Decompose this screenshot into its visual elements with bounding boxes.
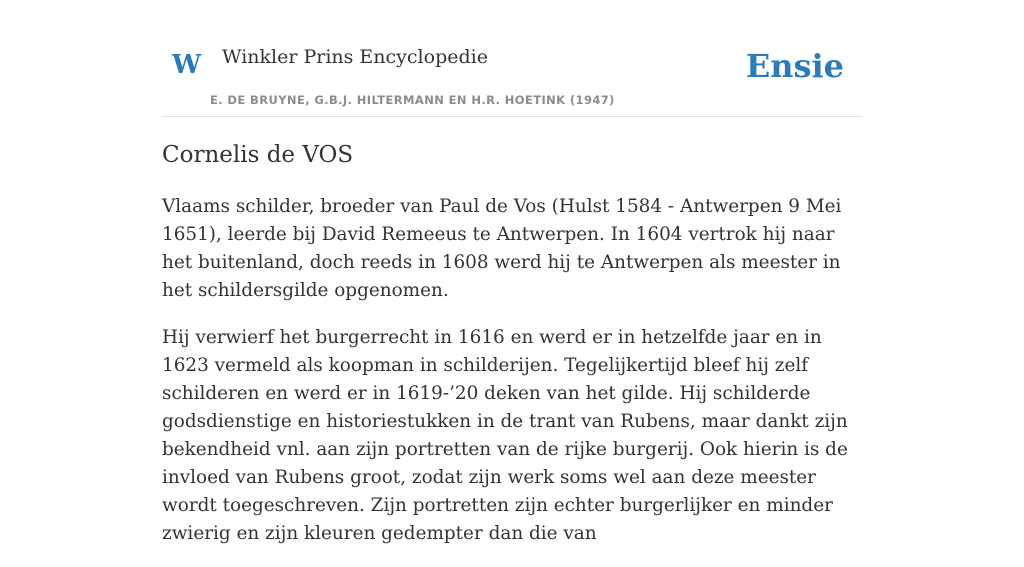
article-paragraph: Vlaams schilder, broeder van Paul de Vos (Hulst 1584 - Antwerpen 9 Mei 1651), leerde bij David Remeeus te Antwerpen. In 1604 vertrok hij naar het buitenland, doch reeds in 1608 werd hij te Antwerpen als meester in het schildersgilde opgenomen. xyxy=(162,196,842,301)
ensie-logo-link[interactable]: Ensie xyxy=(745,47,844,85)
encyclopedia-authors: E. DE BRUYNE, G.B.J. HILTERMANN EN H.R. HOETINK (1947) xyxy=(210,93,615,107)
encyclopedia-title[interactable]: Winkler Prins Encyclopedie xyxy=(222,46,488,68)
site-header xyxy=(162,0,862,117)
winkler-prins-logo[interactable]: W xyxy=(172,50,202,80)
article xyxy=(162,138,862,567)
article-paragraph: Hij verwierf het burgerrecht in 1616 en werd er in hetzelfde jaar en in 1623 vermeld als koopman in schilderijen. Tegelijkertijd bleef hij zelf schilderen en werd er in 1619-’20 deken van het gilde. Hij schilderde godsdienstige en historiestukken in de trant van Rubens, maar dankt zijn bekendheid vnl. aan zijn portretten van de rijke burgerij. Ook hierin is de invloed van Rubens groot, zodat zijn werk soms wel aan deze meester wordt toegeschreven. Zijn portretten zijn echter burgerlijker en minder zwierig en zijn kleuren gedempter dan die van xyxy=(162,327,848,544)
article-title: Cornelis de VOS xyxy=(162,142,354,168)
